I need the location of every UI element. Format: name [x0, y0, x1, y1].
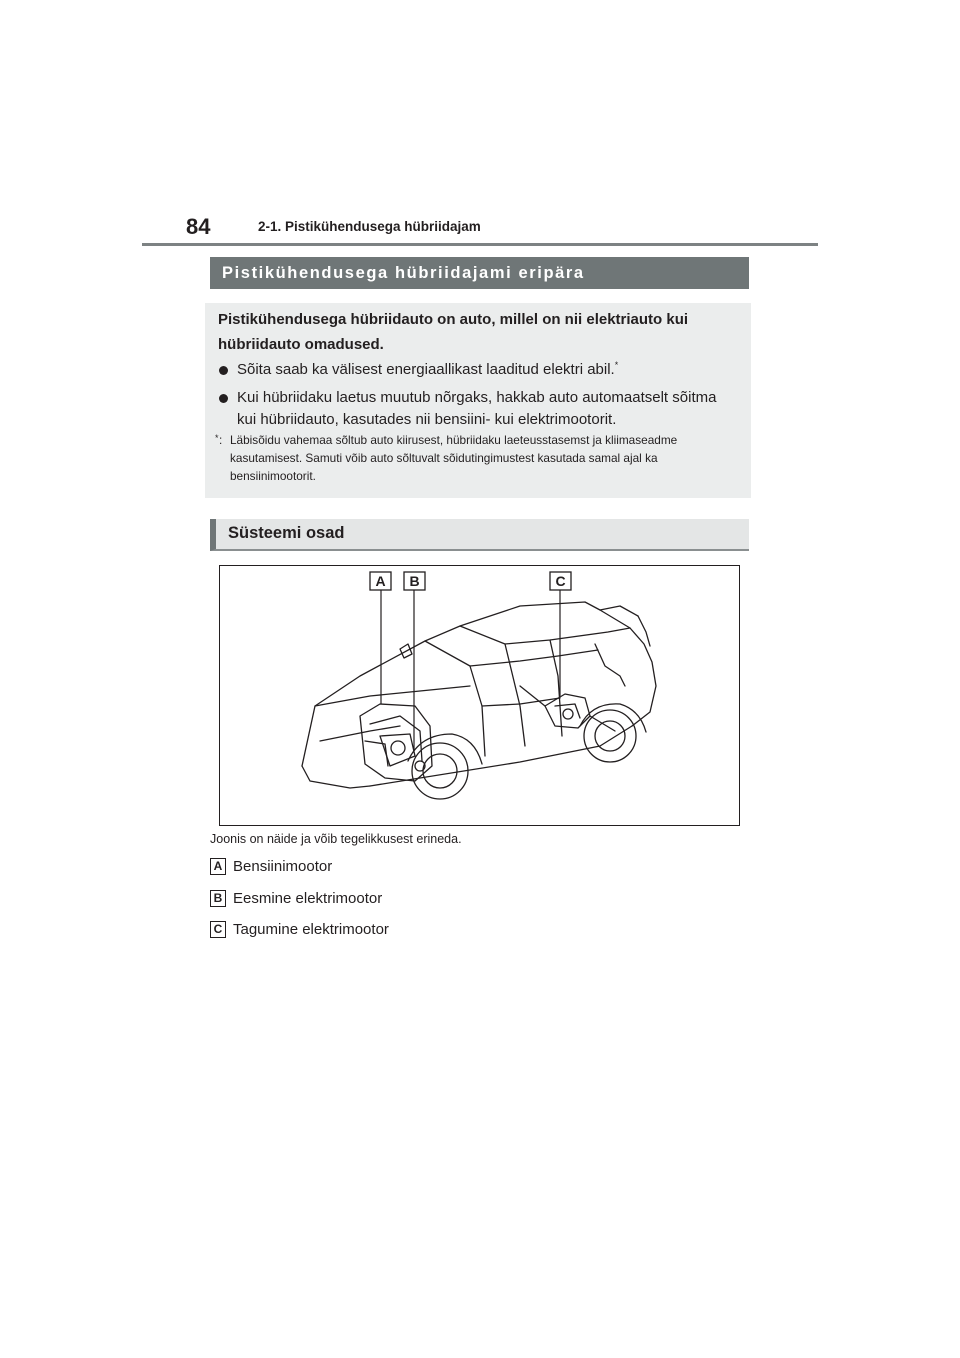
intro-text: Pistikühendusega hübriidauto on auto, millel on nii elektriauto kui hübriidauto omadused. [218, 311, 689, 353]
footnote-star: * [215, 433, 219, 443]
footnote-colon: : [219, 433, 223, 447]
page-number: 84 [186, 214, 211, 239]
callout-b-label: B [409, 573, 420, 589]
vehicle-figure [219, 565, 740, 826]
legend-letter: A [210, 858, 226, 875]
callout-a-label: A [375, 573, 386, 589]
header-rule [142, 243, 818, 246]
section-title-features: Pistikühendusega hübriidajami eripära [210, 257, 749, 289]
running-head: 2-1. Pistikühendusega hübriidajam [258, 219, 481, 234]
legend-label: Eesmine elektrimootor [233, 890, 383, 907]
legend-letter: C [210, 921, 226, 938]
bullet-text: Sõita saab ka välisest energiaallikast laaditud elektri abil. [237, 361, 615, 378]
bullet-text: Kui hübriidaku laetus muutub nõrgaks, hakkab auto automaatselt sõitma kui hübriidauto, kasutades nii bensiini- kui elektrimootorit. [237, 389, 717, 428]
bullet-dot-icon [219, 366, 228, 375]
legend-label: Bensiinimootor [233, 858, 333, 875]
section-title-system-parts: Süsteemi osad [210, 519, 749, 551]
features-info-box [205, 303, 751, 498]
footnote-text: Läbisõidu vahemaa sõltub auto kiirusest, hübriidaku laeteusstasemst ja kliimaseadme kasutamisest. Samuti võib auto sõltuvalt sõidutingimustest kasutada samal ajal ka bensiinimootorit. [230, 433, 678, 483]
vehicle-illustration [220, 566, 739, 825]
legend-letter: B [210, 890, 226, 907]
legend-label: Tagumine elektrimootor [233, 921, 389, 938]
bullet-dot-icon [219, 394, 228, 403]
callout-c-label: C [555, 573, 566, 589]
footnote-marker: * [614, 360, 619, 370]
figure-caption: Joonis on näide ja võib tegelikkusest erineda. [210, 832, 462, 846]
